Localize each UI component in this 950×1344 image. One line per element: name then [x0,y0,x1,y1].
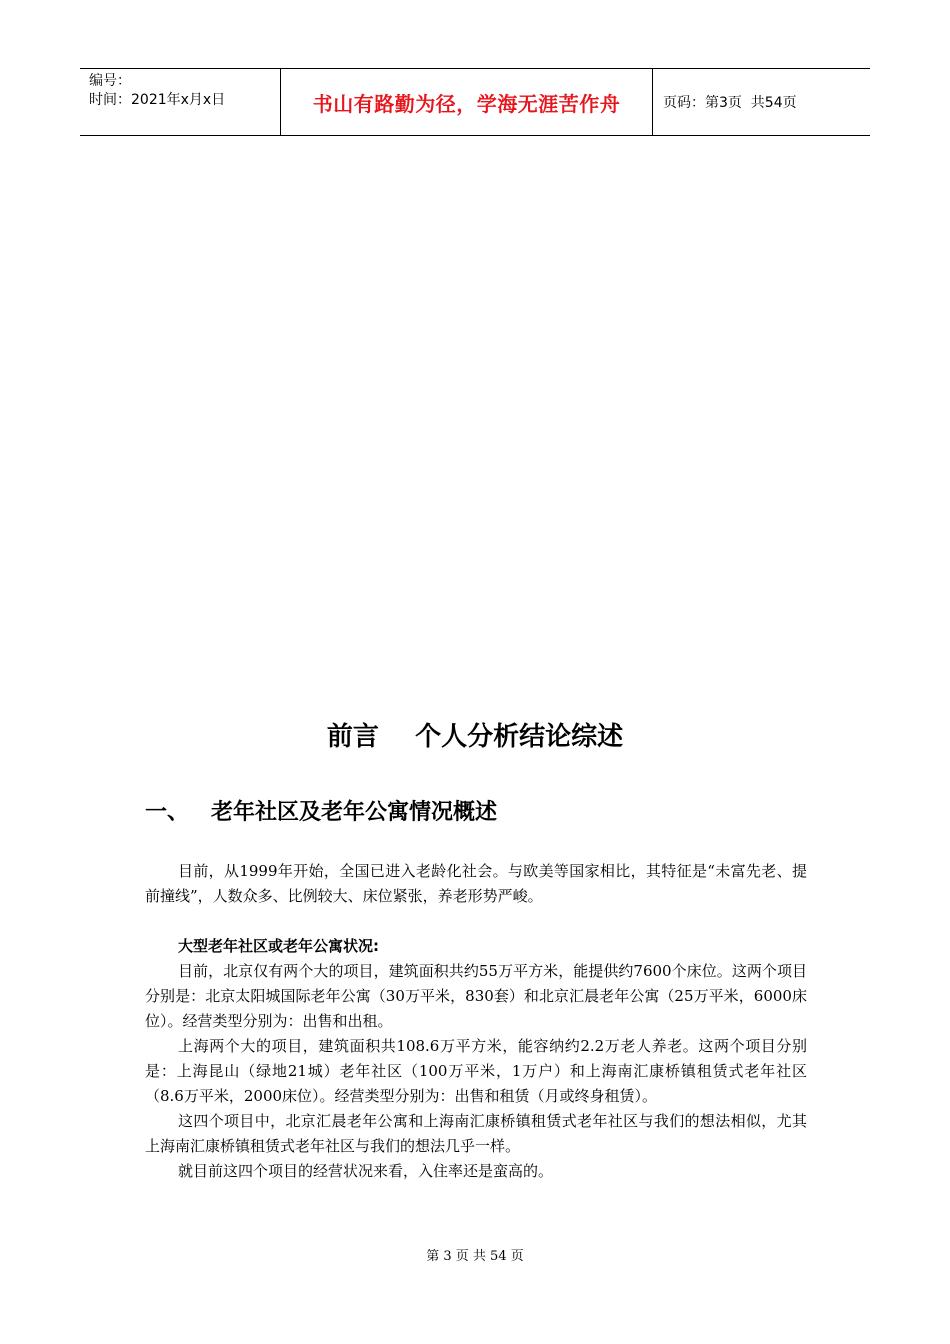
sub-heading: 大型老年社区或老年公寓状况: [178,937,379,955]
header-motto-cell [281,69,653,135]
paragraph: 目前，从1999年开始，全国已进入老龄化社会。与欧美等国家相比，其特征是“未富先老、提前撞线”，人数众多、比例较大、床位紧张，养老形势严峻。 [145,862,807,905]
header-motto: 书山有路勤为径，学海无涯苦作舟 [312,91,621,116]
header-meta-cell [80,69,281,135]
header-time-label: 时间：2021年x月x日 [89,92,226,108]
header-number-label: 编号： [89,73,131,89]
main-text [145,959,807,1184]
section-heading [145,795,497,826]
document-header [80,68,870,136]
paragraph: 这四个项目中，北京汇晨老年公寓和上海南汇康桥镇租赁式老年社区与我们的想法相似，尤其上海南汇康桥镇租赁式老年社区与我们的想法几乎一样。 [145,1112,807,1155]
paragraph: 目前，北京仅有两个大的项目，建筑面积共约55万平方米，能提供约7600个床位。这两个项目分别是：北京太阳城国际老年公寓（30万平米，830套）和北京汇晨老年公寓（25万平米，6000床位）。经营类型分别为：出售和出租。 [145,962,807,1030]
paragraph: 上海两个大的项目，建筑面积共108.6万平方米，能容纳约2.2万老人养老。这两个项目分别是：上海昆山（绿地21城）老年社区（100万平米，1万户）和上海南汇康桥镇租赁式老年社区（8.6万平米，2000床位）。经营类型分别为：出售和租赁（月或终身租赁）。 [145,1037,807,1105]
section-title: 老年社区及老年公寓情况概述 [211,800,498,825]
header-page-info: 页码：第3页 共54页 [663,95,797,111]
intro-text [145,859,807,909]
paragraph: 就目前这四个项目的经营状况来看，入住率还是蛮高的。 [178,1162,554,1180]
page-footer: 第 3 页 共 54 页 [426,1249,524,1264]
section-number: 一、 [145,800,190,825]
page-title: 前言 个人分析结论综述 [326,722,624,752]
